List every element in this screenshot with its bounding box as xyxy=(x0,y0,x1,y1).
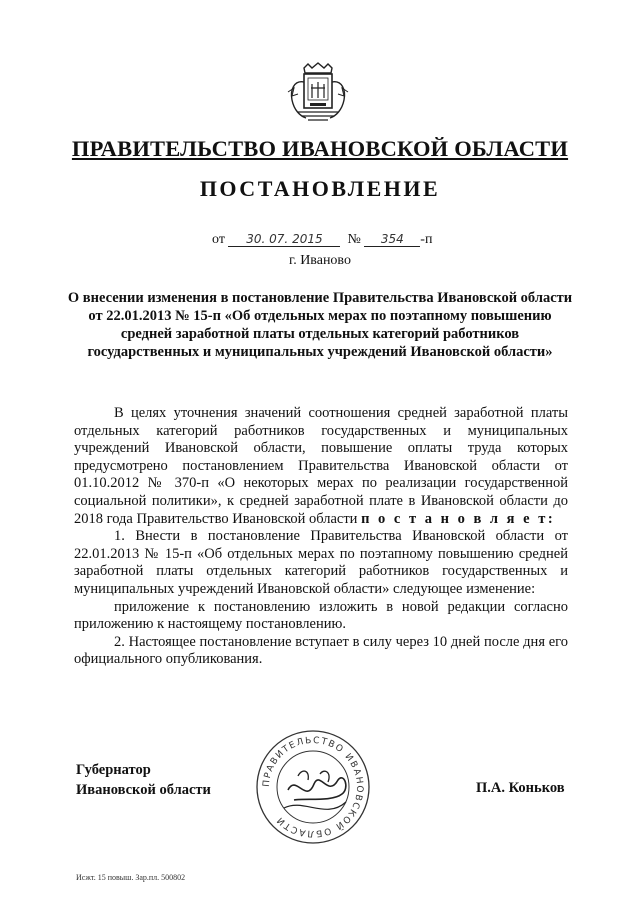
item-1-paragraph: 1. Внести в постановление Правительства Ивановской области от 22.01.2013 № 15-п «Об отдельных мерах по поэтапному повышению средней заработной платы отдельных категорий работников государственных и муниципальных учреждений Ивановской области» следующее изменение: xyxy=(74,528,568,597)
document-body xyxy=(74,405,568,669)
seal-text: ПРАВИТЕЛЬСТВО ИВАНОВСКОЙ ОБЛАСТИ xyxy=(261,735,365,839)
document-subject: О внесении изменения в постановление Правительства Ивановской области от 22.01.2013 № 15-п «Об отдельных мерах по поэтапному повышению средней заработной платы отдельных категорий работников государственных и муниципальных учреждений Ивановской области» xyxy=(67,290,573,360)
government-title: ПРАВИТЕЛЬСТВО ИВАНОВСКОЙ ОБЛАСТИ xyxy=(71,136,569,161)
intro-paragraph xyxy=(74,405,568,528)
decree-word: п о с т а н о в л я е т: xyxy=(361,510,556,527)
city: г. Иваново xyxy=(289,253,351,268)
item-2-paragraph: 2. Настоящее постановление вступает в силу через 10 дней после дня его официального опубликования. xyxy=(74,633,568,668)
print-footnote: Исжт. 15 повыш. Зар.пл. 500802 xyxy=(76,873,186,882)
position-line-2: Ивановской области xyxy=(76,782,211,798)
position-line-1: Губернатор xyxy=(76,762,151,778)
number-suffix: -п xyxy=(420,232,433,247)
item-1-detail-paragraph: приложение к постановлению изложить в новой редакции согласно приложению к настоящему постановлению. xyxy=(74,598,568,633)
date-value: 30. 07. 2015 xyxy=(228,233,340,247)
number-prefix: № xyxy=(347,232,361,247)
official-seal-icon xyxy=(254,728,372,846)
coat-of-arms-icon xyxy=(284,62,352,126)
signatory-position xyxy=(76,760,211,800)
date-prefix: от xyxy=(212,232,225,247)
document-number: 354 xyxy=(364,233,420,247)
signatory-name: П.А. Коньков xyxy=(476,780,565,796)
date-number-line xyxy=(212,232,432,248)
document-type-heading: ПОСТАНОВЛЕНИЕ xyxy=(199,176,441,201)
intro-text: В целях уточнения значений соотношения средней заработной платы отдельных категорий работников государственных и муниципальных учреждений Ивановской области, повышение оплаты труда которых предусмотрено постановлением Правительства Ивановской области от 01.10.2012 № 370-п «О некоторых мерах по реализации государственной социальной политики», к средней заработной плате в Ивановской области до 2018 года Правительство Ивановской области xyxy=(74,405,568,527)
